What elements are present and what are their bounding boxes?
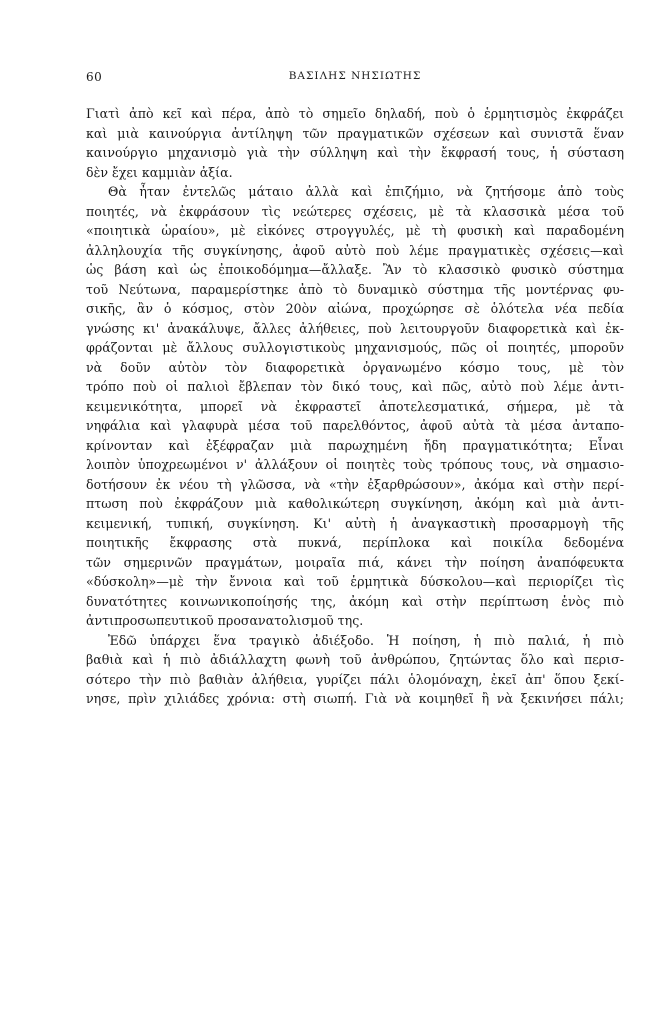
text-line: δοτήσουν ἐκ νέου τὴ γλῶσσα, νὰ «τὴν ἐξαρθρώσουν», ἀκόμα καὶ στὴν περί-: [86, 476, 624, 492]
text-line: σικῆς, ἂν ὁ κόσμος, στὸν 20ὸν αἰώνα, προχώρησε σὲ ὁλότελα νέα πεδία: [86, 301, 624, 316]
text-line: σότερο τὴν πιὸ βαθιὰν ἀλήθεια, γυρίζει πάλι ὁλομόναχη, ἐκεῖ ἀπ' ὅπου ξεκί-: [86, 671, 624, 687]
text-line: Θὰ ἦταν ἐντελῶς μάταιο ἀλλὰ καὶ ἐπιζήμιο, νὰ ζητήσομε ἀπὸ τοὺς: [108, 184, 624, 199]
text-line: Ἐδῶ ὑπάρχει ἕνα τραγικὸ ἀδιέξοδο. Ἡ ποίηση, ἡ πιὸ παλιά, ἡ πιὸ: [108, 632, 624, 648]
text-line: βαθιὰ καὶ ἡ πιὸ ἀδιάλλαχτη φωνὴ τοῦ ἀνθρώπου, ζητώντας ὅλο καὶ περισ-: [86, 652, 624, 667]
text-line: καὶ μιὰ καινούργια ἀντίληψη τῶν πραγματικῶν σχέσεων καὶ συνιστᾶ ἕναν: [86, 125, 624, 141]
text-line: κειμενικότητα, μπορεῖ νὰ ἐκφραστεῖ ἀποτελεσματικά, σήμερα, μὲ τὰ: [86, 398, 624, 414]
text-line: φράζονται μὲ ἄλλους συλλογιστικοὺς μηχανισμούς, πῶς οἱ ποιητές, μποροῦν: [86, 340, 624, 355]
text-line: δὲν ἔχει καμμιὰν ἀξία.: [86, 164, 233, 180]
text-line: πτωση ποὺ ἐκφράζουν μιὰ καθολικώτερη συγκίνηση, ἀκόμη καὶ μιὰ ἀντι-: [86, 496, 624, 511]
paragraph-3: [86, 631, 624, 709]
page-number: 60: [86, 70, 103, 84]
text-line: κειμενική, τυπική, συγκίνηση. Κι' αὐτὴ ἡ ἀναγκαστικὴ προσαρμογὴ τῆς: [86, 515, 624, 531]
running-head: ΒΑΣΙΛΗΣ ΝΗΣΙΩΤΗΣ: [288, 70, 422, 82]
text-line: «δύσκολη»—μὲ τὴν ἔννοια καὶ τοῦ ἑρμητικὰ δύσκολου—καὶ περιορίζει τὶς: [86, 574, 624, 589]
text-line: Γιατὶ ἀπὸ κεῖ καὶ πέρα, ἀπὸ τὸ σημεῖο δηλαδή, ποὺ ὁ ἑρμητισμὸς ἐκφράζει: [86, 106, 624, 121]
text-line: τρόπο ποὺ οἱ παλιοὶ ἔβλεπαν τὸν δικό τους, καὶ πῶς, αὐτὸ ποὺ λέμε ἀντι-: [86, 379, 624, 394]
text-line: νὰ δοῦν αὐτὸν τὸν διαφορετικὰ ὀργανωμένο κόσμο τους, μὲ τὸν: [86, 359, 624, 375]
text-line: καινούργιο μηχανισμὸ γιὰ τὴν σύλληψη καὶ τὴν ἔκφρασή τους, ἡ σύσταση: [86, 145, 624, 160]
text-line: «ποιητικὰ ὡραίου», μὲ εἰκόνες στρογγυλές, μὲ τὴ φυσικὴ καὶ παραδομένη: [86, 223, 624, 238]
text-line: τοῦ Νεύτωνα, παραμερίστηκε ἀπὸ τὸ δυναμικὸ σύστημα τῆς μοντέρνας φυ-: [86, 281, 624, 297]
body-text: [86, 104, 624, 709]
page-header: [86, 70, 624, 88]
text-line: νηφάλια καὶ γλαφυρὰ μέσα τοῦ παρελθόντος, ἀφοῦ αὐτὰ τὰ μέσα ἀνταπο-: [86, 418, 624, 433]
text-line: ἀντιπροσωπευτικοῦ προσανατολισμοῦ της.: [86, 613, 364, 628]
text-line: τῶν σημερινῶν πραγμάτων, μοιραῖα πιά, κάνει τὴν ποίηση ἀναπόφευκτα: [86, 554, 624, 570]
text-line: ὡς βάση καὶ ὡς ἐποικοδόμημα—ἄλλαξε. Ἂν τὸ κλασσικὸ φυσικὸ σύστημα: [86, 262, 624, 277]
paragraph-1: [86, 104, 624, 182]
text-line: ἀλληλουχία τῆς συγκίνησης, ἀφοῦ αὐτὸ ποὺ λέμε πραγματικὲς σχέσεις—καὶ: [86, 242, 624, 258]
text-line: ποιητικῆς ἔκφρασης στὰ πυκνά, περίπλοκα καὶ ποικίλα δεδομένα: [86, 535, 624, 550]
text-line: κρίνονταν καὶ ἐξέφραζαν μιὰ παρωχημένη ἤδη πραγματικότητα; Εἶναι: [86, 437, 624, 453]
text-line: νησε, πρὶν χιλιάδες χρόνια: στὴ σιωπή. Γιὰ νὰ κοιμηθεῖ ἢ νὰ ξεκινήσει πάλι;: [86, 691, 624, 706]
text-line: ποιητές, νὰ ἐκφράσουν τὶς νεώτερες σχέσεις, μὲ τὰ κλασσικὰ μέσα τοῦ: [86, 203, 624, 219]
paragraph-2: [86, 182, 624, 631]
text-line: δυνατότητες κοινωνικοποίησής της, ἀκόμη καὶ στὴν περίπτωση ἑνὸς πιὸ: [86, 593, 624, 609]
text-line: γνώσης κι' ἀνακάλυψε, ἄλλες ἀλήθειες, ποὺ λειτουργοῦν διαφορετικὰ καὶ ἐκ-: [86, 320, 624, 336]
text-line: λοιπὸν ὑποχρεωμένοι ν' ἀλλάξουν οἱ ποιητὲς τοὺς τρόπους τους, νὰ σημασιο-: [86, 457, 624, 472]
